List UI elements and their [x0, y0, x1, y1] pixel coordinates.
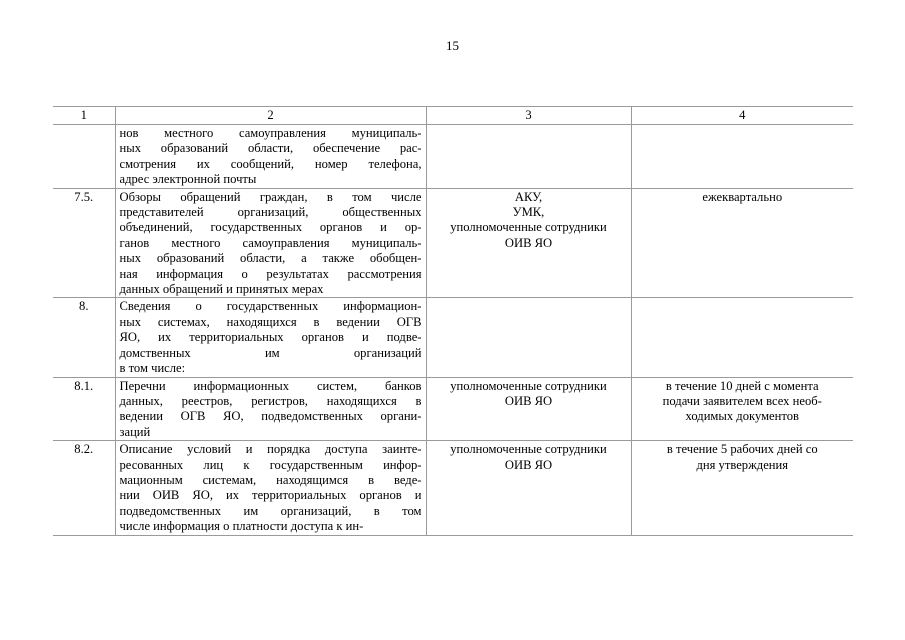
row-responsible [426, 125, 631, 189]
description-line: в том числе: [119, 361, 186, 376]
row-deadline [631, 125, 853, 189]
column-header-2: 2 [115, 107, 426, 125]
row-number: 7.5. [53, 188, 115, 298]
description-line: объединений, государственных органов и ор- [119, 220, 422, 235]
responsible-line: ОИВ ЯО [504, 457, 553, 472]
description-line: числе информация о платности доступа к ин- [119, 519, 364, 534]
column-header-4: 4 [631, 107, 853, 125]
description-line: Обзоры обращений граждан, в том числе [119, 189, 422, 204]
responsible-line: уполномоченные сотрудники [450, 442, 607, 457]
row-description [115, 125, 426, 189]
responsible-line: ОИВ ЯО [504, 235, 553, 250]
description-line: смотрения их сообщений, номер телефона, [119, 156, 422, 171]
deadline-line: дня утверждения [696, 457, 789, 472]
column-header-3: 3 [426, 107, 631, 125]
row-responsible [426, 188, 631, 298]
row-deadline [631, 188, 853, 298]
description-line: ных системах, находящихся в ведении ОГВ [119, 314, 422, 329]
deadline-line: подачи заявителем всех необ- [662, 393, 822, 408]
description-line: данных, реестров, регистров, находящихся в [119, 393, 422, 408]
deadline-line: в течение 5 рабочих дней со [666, 442, 818, 457]
row-responsible [426, 298, 631, 377]
deadline-line: ходимых документов [685, 409, 799, 424]
responsible-line: уполномоченные сотрудники [450, 220, 607, 235]
description-line: ведении ОГВ ЯО, подведомственных органи- [119, 409, 422, 424]
description-line: адрес электронной почты [119, 172, 257, 187]
deadline-line: ежеквартально [702, 189, 783, 204]
table-body [53, 125, 853, 536]
responsible-line: ОИВ ЯО [504, 393, 553, 408]
row-deadline [631, 377, 853, 441]
deadline-line: в течение 10 дней с момента [665, 378, 819, 393]
table-header-row [53, 107, 853, 125]
row-description [115, 377, 426, 441]
responsible-line: УМК, [512, 205, 545, 220]
table-row [53, 125, 853, 189]
table-row [53, 441, 853, 535]
row-description [115, 441, 426, 535]
row-description [115, 188, 426, 298]
row-deadline [631, 298, 853, 377]
responsible-line: уполномоченные сотрудники [450, 378, 607, 393]
row-number: 8.2. [53, 441, 115, 535]
row-number [53, 125, 115, 189]
row-responsible [426, 441, 631, 535]
row-description [115, 298, 426, 377]
description-line: ганов местного самоуправления муниципаль- [119, 235, 422, 250]
table-row [53, 377, 853, 441]
column-header-1: 1 [53, 107, 115, 125]
description-line: ЯО, их территориальных органов и подве- [119, 330, 422, 345]
responsible-line: АКУ, [514, 189, 543, 204]
row-responsible [426, 377, 631, 441]
table-row [53, 188, 853, 298]
description-line: данных обращений и принятых мерах [119, 282, 324, 297]
description-line: Описание условий и порядка доступа заинте- [119, 442, 422, 457]
description-line: ная информация о результатах рассмотрения [119, 266, 422, 281]
description-line: домственных им организаций [119, 345, 422, 360]
row-number: 8. [53, 298, 115, 377]
description-line: ных образований области, обеспечение рас- [119, 141, 422, 156]
description-line: мационным системам, находящимся в веде- [119, 472, 422, 487]
table-row [53, 298, 853, 377]
description-line: заций [119, 424, 151, 439]
document-table [53, 106, 853, 536]
description-line: представителей организаций, общественных [119, 205, 422, 220]
description-line: ресованных лиц к государственным инфор- [119, 457, 422, 472]
description-line: ных образований области, а также обобщен- [119, 251, 422, 266]
page-number: 15 [446, 38, 459, 53]
description-line: нии ОИВ ЯО, их территориальных органов и [119, 488, 422, 503]
description-line: Перечни информационных систем, банков [119, 378, 422, 393]
description-line: подведомственных им организаций, в том [119, 503, 422, 518]
description-line: нов местного самоуправления муниципаль- [119, 126, 422, 140]
description-line: Сведения о государственных информацион- [119, 299, 422, 314]
row-number: 8.1. [53, 377, 115, 441]
row-deadline [631, 441, 853, 535]
